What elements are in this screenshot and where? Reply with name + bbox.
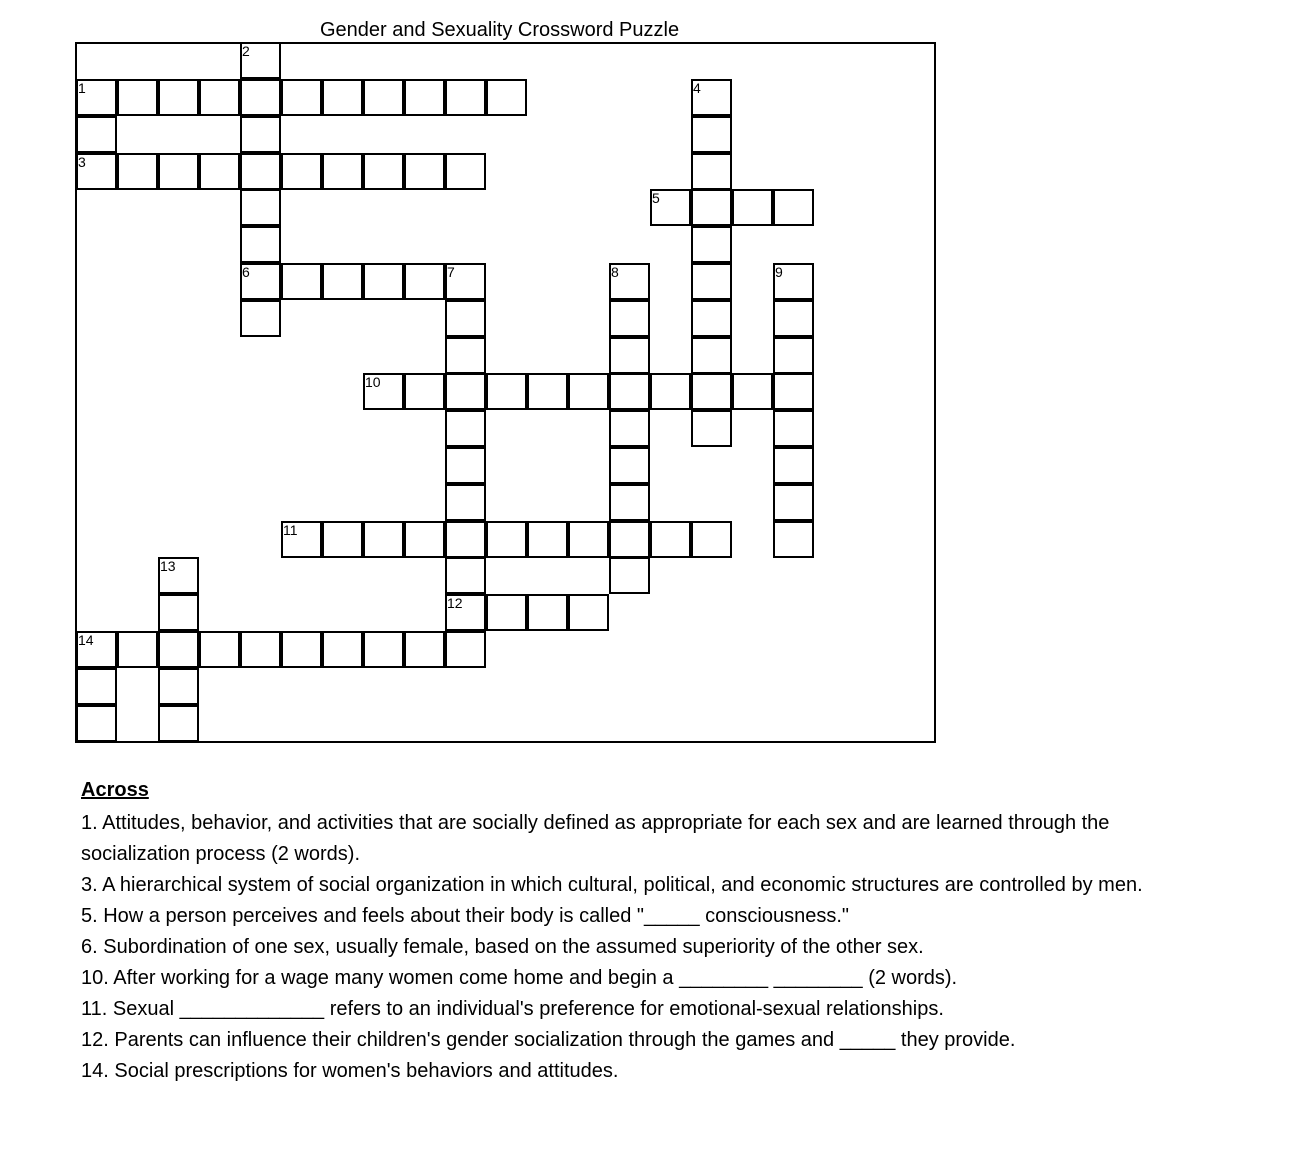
grid-cell[interactable] — [322, 153, 363, 190]
grid-cell[interactable] — [240, 116, 281, 153]
grid-cell[interactable] — [691, 373, 732, 410]
grid-cell[interactable] — [404, 263, 445, 300]
grid-cell[interactable] — [281, 521, 322, 558]
grid-cell[interactable] — [445, 594, 486, 631]
grid-cell[interactable] — [691, 116, 732, 153]
grid-cell[interactable] — [486, 79, 527, 116]
grid-cell[interactable] — [609, 263, 650, 300]
grid-cell[interactable] — [117, 153, 158, 190]
grid-cell[interactable] — [158, 631, 199, 668]
grid-cell[interactable] — [527, 373, 568, 410]
grid-cell[interactable] — [158, 705, 199, 742]
clue-5-across: 5. How a person perceives and feels about their body is called "_____ consciousness." — [81, 905, 849, 927]
grid-cell[interactable] — [158, 153, 199, 190]
grid-cell[interactable] — [650, 521, 691, 558]
grid-cell[interactable] — [527, 594, 568, 631]
grid-cell[interactable] — [117, 631, 158, 668]
grid-cell[interactable] — [199, 153, 240, 190]
grid-cell[interactable] — [445, 373, 486, 410]
grid-cell[interactable] — [691, 337, 732, 374]
grid-cell[interactable] — [76, 153, 117, 190]
grid-cell[interactable] — [773, 521, 814, 558]
grid-cell[interactable] — [650, 373, 691, 410]
grid-cell[interactable] — [158, 557, 199, 594]
grid-cell[interactable] — [732, 373, 773, 410]
grid-cell[interactable] — [158, 594, 199, 631]
grid-cell[interactable] — [609, 521, 650, 558]
grid-cell[interactable] — [281, 153, 322, 190]
grid-cell[interactable] — [568, 594, 609, 631]
cell-number: 10 — [365, 374, 381, 391]
grid-cell[interactable] — [486, 521, 527, 558]
grid-cell[interactable] — [445, 484, 486, 521]
grid-cell[interactable] — [486, 373, 527, 410]
grid-cell[interactable] — [445, 153, 486, 190]
grid-cell[interactable] — [281, 263, 322, 300]
grid-cell[interactable] — [773, 410, 814, 447]
clues-section — [81, 775, 1191, 1087]
grid-cell[interactable] — [773, 337, 814, 374]
grid-cell[interactable] — [240, 153, 281, 190]
grid-cell[interactable] — [158, 668, 199, 705]
across-heading: Across — [81, 779, 149, 801]
grid-cell[interactable] — [322, 631, 363, 668]
grid-cell[interactable] — [281, 631, 322, 668]
clue-3-across: 3. A hierarchical system of social organization in which cultural, political, and economic structures are controlled by men. — [81, 874, 1143, 896]
grid-cell[interactable] — [609, 484, 650, 521]
grid-cell[interactable] — [404, 631, 445, 668]
grid-cell[interactable] — [240, 79, 281, 116]
cell-number: 13 — [160, 558, 176, 575]
clue-14-across: 14. Social prescriptions for women's behaviors and attitudes. — [81, 1060, 619, 1082]
grid-cell[interactable] — [240, 300, 281, 337]
grid-cell[interactable] — [363, 79, 404, 116]
cell-number: 12 — [447, 595, 463, 612]
cell-number: 1 — [78, 80, 86, 96]
grid-cell[interactable] — [609, 300, 650, 337]
grid-cell[interactable] — [404, 373, 445, 410]
grid-cell[interactable] — [445, 447, 486, 484]
grid-cell[interactable] — [691, 263, 732, 300]
grid-cell[interactable] — [76, 668, 117, 705]
grid-cell[interactable] — [363, 521, 404, 558]
grid-cell[interactable] — [404, 153, 445, 190]
grid-cell[interactable] — [240, 189, 281, 226]
grid-cell[interactable] — [322, 521, 363, 558]
grid-cell[interactable] — [240, 42, 281, 79]
grid-cell[interactable] — [363, 631, 404, 668]
grid-cell[interactable] — [240, 263, 281, 300]
grid-cell[interactable] — [691, 300, 732, 337]
grid-cell[interactable] — [322, 263, 363, 300]
grid-cell[interactable] — [76, 79, 117, 116]
grid-cell[interactable] — [691, 521, 732, 558]
grid-cell[interactable] — [158, 79, 199, 116]
grid-cell[interactable] — [609, 447, 650, 484]
grid-cell[interactable] — [445, 337, 486, 374]
clue-1-across: 1. Attitudes, behavior, and activities that are socially defined as appropriate for each sex and are learned through the socialization process (2 words). — [81, 812, 1110, 865]
puzzle-title: Gender and Sexuality Crossword Puzzle — [320, 19, 680, 41]
cell-number: 14 — [78, 632, 94, 648]
cell-number: 6 — [242, 264, 250, 280]
grid-cell[interactable] — [445, 300, 486, 337]
grid-cell[interactable] — [691, 79, 732, 116]
grid-cell[interactable] — [445, 557, 486, 594]
grid-cell[interactable] — [76, 116, 117, 153]
grid-cell[interactable] — [445, 521, 486, 558]
grid-cell[interactable] — [445, 410, 486, 447]
clue-12-across: 12. Parents can influence their children's gender socialization through the games and _____ they provide. — [81, 1029, 1016, 1051]
cell-number: 8 — [611, 264, 619, 280]
grid-cell[interactable] — [691, 189, 732, 226]
grid-cell[interactable] — [650, 189, 691, 226]
grid-cell[interactable] — [609, 373, 650, 410]
grid-cell[interactable] — [609, 337, 650, 374]
cell-number: 11 — [283, 521, 298, 538]
grid-cell[interactable] — [322, 79, 363, 116]
grid-cell[interactable] — [773, 447, 814, 484]
grid-cell[interactable] — [281, 79, 322, 116]
clue-11-across: 11. Sexual _____________ refers to an individual's preference for emotional-sexual relationships. — [81, 998, 944, 1020]
grid-cell[interactable] — [773, 189, 814, 226]
grid-cell[interactable] — [609, 557, 650, 594]
grid-cell[interactable] — [691, 410, 732, 447]
grid-cell[interactable] — [404, 79, 445, 116]
grid-cell[interactable] — [691, 226, 732, 263]
grid-cell[interactable] — [527, 521, 568, 558]
grid-cell[interactable] — [773, 373, 814, 410]
grid-cell[interactable] — [363, 153, 404, 190]
grid-cell[interactable] — [445, 263, 486, 300]
clue-10-across: 10. After working for a wage many women come home and begin a ________ ________ (2 words). — [81, 967, 958, 989]
grid-cell[interactable] — [773, 263, 814, 300]
grid-cell[interactable] — [445, 79, 486, 116]
grid-cell[interactable] — [568, 373, 609, 410]
grid-cell[interactable] — [76, 705, 117, 742]
grid-cell[interactable] — [117, 79, 158, 116]
grid-cell[interactable] — [404, 521, 445, 558]
grid-cell[interactable] — [363, 373, 404, 410]
cell-number: 9 — [775, 264, 783, 280]
grid-cell[interactable] — [240, 226, 281, 263]
clue-6-across: 6. Subordination of one sex, usually female, based on the assumed superiority of the other sex. — [81, 936, 924, 958]
grid-cell[interactable] — [691, 153, 732, 190]
cell-number: 7 — [447, 264, 455, 280]
grid-cell[interactable] — [773, 484, 814, 521]
cell-number: 2 — [242, 43, 250, 60]
grid-cell[interactable] — [199, 631, 240, 668]
grid-cell[interactable] — [773, 300, 814, 337]
grid-cell[interactable] — [445, 631, 486, 668]
grid-cell[interactable] — [609, 410, 650, 447]
grid-cell[interactable] — [568, 521, 609, 558]
cell-number: 3 — [78, 153, 86, 170]
grid-cell[interactable] — [76, 631, 117, 668]
cell-number: 4 — [693, 80, 701, 96]
grid-cell[interactable] — [199, 79, 240, 116]
grid-cell[interactable] — [486, 594, 527, 631]
grid-cell[interactable] — [363, 263, 404, 300]
grid-cell[interactable] — [732, 189, 773, 226]
cell-number: 5 — [652, 190, 660, 207]
grid-cell[interactable] — [240, 631, 281, 668]
